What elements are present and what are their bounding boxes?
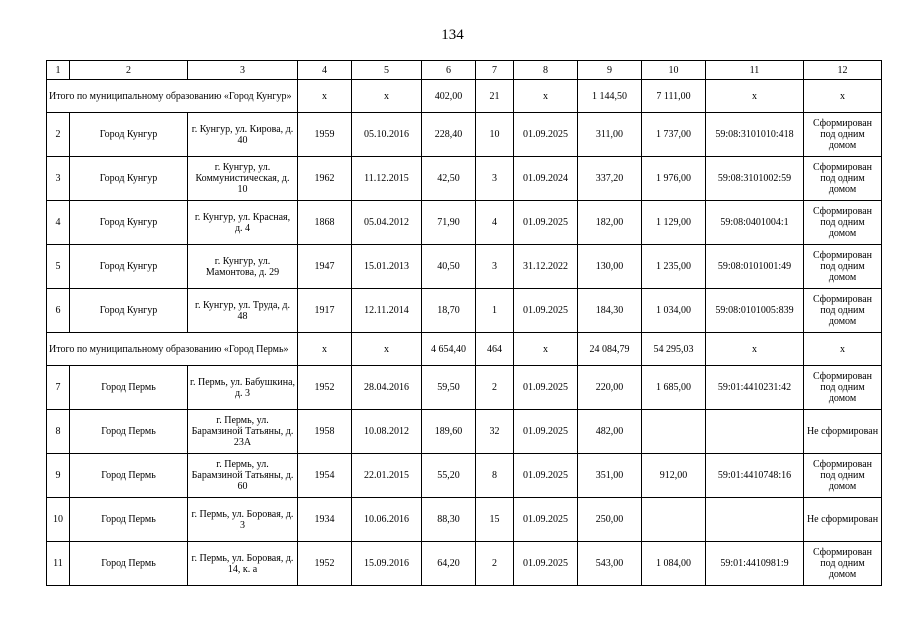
table-row	[47, 542, 882, 586]
table-cell: 912,00	[642, 454, 706, 498]
table-cell: 15	[476, 498, 514, 542]
table-cell: 10.08.2012	[352, 410, 422, 454]
table-cell: 28.04.2016	[352, 366, 422, 410]
table-cell: 1958	[298, 410, 352, 454]
table-cell: 55,20	[422, 454, 476, 498]
table-cell: 182,00	[578, 201, 642, 245]
table-cell: 64,20	[422, 542, 476, 586]
table-cell: 3	[476, 245, 514, 289]
table-cell: 01.09.2025	[514, 410, 578, 454]
table-cell: 130,00	[578, 245, 642, 289]
table-cell: 01.09.2025	[514, 289, 578, 333]
table-row	[47, 289, 882, 333]
table-row	[47, 113, 882, 157]
table-cell: 1	[476, 289, 514, 333]
table-cell: 59:08:3101010:418	[706, 113, 804, 157]
table-cell: 22.01.2015	[352, 454, 422, 498]
table-cell: 6	[47, 289, 70, 333]
table-cell: 59:01:4410748:16	[706, 454, 804, 498]
table-cell: 228,40	[422, 113, 476, 157]
table-cell: Город Кунгур	[70, 157, 188, 201]
column-header: 12	[804, 61, 882, 80]
table-cell: 2	[476, 542, 514, 586]
table-cell: 4	[47, 201, 70, 245]
housing-table	[46, 60, 882, 586]
table-cell: 1 737,00	[642, 113, 706, 157]
table-cell: 220,00	[578, 366, 642, 410]
table-cell: 1 144,50	[578, 80, 642, 113]
table-cell: 1917	[298, 289, 352, 333]
table-cell: x	[298, 333, 352, 366]
table-cell: Город Кунгур	[70, 289, 188, 333]
table-cell: 4 654,40	[422, 333, 476, 366]
table-cell: Не сформирован	[804, 498, 882, 542]
table-cell: 1 976,00	[642, 157, 706, 201]
table-cell: 01.09.2025	[514, 201, 578, 245]
subtotal-label: Итого по муниципальному образованию «Город Кунгур»	[47, 80, 298, 113]
column-header: 9	[578, 61, 642, 80]
table-cell: 01.09.2025	[514, 366, 578, 410]
table-cell: Город Пермь	[70, 454, 188, 498]
table-cell: 1 129,00	[642, 201, 706, 245]
table-cell: г. Пермь, ул. Боровая, д. 14, к. а	[188, 542, 298, 586]
table-cell: 88,30	[422, 498, 476, 542]
table-cell: 18,70	[422, 289, 476, 333]
table-row	[47, 498, 882, 542]
table-cell: Город Кунгур	[70, 113, 188, 157]
table-cell: Город Пермь	[70, 542, 188, 586]
table-body	[47, 61, 882, 586]
table-row	[47, 157, 882, 201]
table-cell: 12.11.2014	[352, 289, 422, 333]
table-cell: x	[804, 333, 882, 366]
table-cell: г. Пермь, ул. Боровая, д. 3	[188, 498, 298, 542]
table-cell: 71,90	[422, 201, 476, 245]
table-cell: 1 034,00	[642, 289, 706, 333]
table-cell: 01.09.2025	[514, 113, 578, 157]
table-cell: 59:01:4410231:42	[706, 366, 804, 410]
table-cell: Город Пермь	[70, 498, 188, 542]
table-cell: x	[352, 333, 422, 366]
table-cell: 1868	[298, 201, 352, 245]
table-cell: 31.12.2022	[514, 245, 578, 289]
table-cell	[706, 498, 804, 542]
table-cell: 1 084,00	[642, 542, 706, 586]
table-cell: г. Пермь, ул. Барамзиной Татьяны, д. 60	[188, 454, 298, 498]
table-cell: Сформирован под одним домом	[804, 245, 882, 289]
column-header: 11	[706, 61, 804, 80]
table-cell: 59:08:0101001:49	[706, 245, 804, 289]
table-cell: г. Кунгур, ул. Труда, д. 48	[188, 289, 298, 333]
table-cell: x	[298, 80, 352, 113]
table-cell: Не сформирован	[804, 410, 882, 454]
table-row	[47, 245, 882, 289]
table-cell: 402,00	[422, 80, 476, 113]
table-row	[47, 410, 882, 454]
table-cell: 311,00	[578, 113, 642, 157]
table-row	[47, 454, 882, 498]
table-cell: Сформирован под одним домом	[804, 201, 882, 245]
table-cell: 351,00	[578, 454, 642, 498]
table-cell: Город Пермь	[70, 366, 188, 410]
table-cell: 543,00	[578, 542, 642, 586]
table-cell: Сформирован под одним домом	[804, 542, 882, 586]
table-cell: 01.09.2024	[514, 157, 578, 201]
column-header: 7	[476, 61, 514, 80]
table-cell: Сформирован под одним домом	[804, 113, 882, 157]
table-cell	[642, 498, 706, 542]
table-cell: 464	[476, 333, 514, 366]
table-cell: x	[804, 80, 882, 113]
table-cell: 01.09.2025	[514, 498, 578, 542]
table-cell: 59,50	[422, 366, 476, 410]
table-cell: 1 685,00	[642, 366, 706, 410]
table-cell: 32	[476, 410, 514, 454]
subtotal-row	[47, 80, 882, 113]
table-cell: 337,20	[578, 157, 642, 201]
table-cell: 9	[47, 454, 70, 498]
table-cell: 1934	[298, 498, 352, 542]
table-cell: 11	[47, 542, 70, 586]
table-cell: 01.09.2025	[514, 454, 578, 498]
table-cell: 1962	[298, 157, 352, 201]
table-cell: x	[706, 333, 804, 366]
column-header: 10	[642, 61, 706, 80]
table-cell: 8	[47, 410, 70, 454]
table-cell: 10	[47, 498, 70, 542]
table-cell: г. Кунгур, ул. Коммунистическая, д. 10	[188, 157, 298, 201]
table-cell: 250,00	[578, 498, 642, 542]
column-header: 5	[352, 61, 422, 80]
table-cell: 2	[47, 113, 70, 157]
table-cell: 7 111,00	[642, 80, 706, 113]
table-cell: 3	[476, 157, 514, 201]
table-cell: 10.06.2016	[352, 498, 422, 542]
table-cell: Город Кунгур	[70, 201, 188, 245]
table-cell: 15.09.2016	[352, 542, 422, 586]
table-cell: 59:08:0401004:1	[706, 201, 804, 245]
table-cell: 05.10.2016	[352, 113, 422, 157]
table-cell: 4	[476, 201, 514, 245]
table-cell: Город Кунгур	[70, 245, 188, 289]
table-cell: 1959	[298, 113, 352, 157]
table-cell: Город Пермь	[70, 410, 188, 454]
column-header: 2	[70, 61, 188, 80]
table-cell: 59:08:0101005:839	[706, 289, 804, 333]
table-cell: 184,30	[578, 289, 642, 333]
table-cell: 1947	[298, 245, 352, 289]
column-header: 4	[298, 61, 352, 80]
table-cell	[706, 410, 804, 454]
table-cell: x	[706, 80, 804, 113]
table-cell: г. Пермь, ул. Бабушкина, д. 3	[188, 366, 298, 410]
column-header: 3	[188, 61, 298, 80]
table-cell: 21	[476, 80, 514, 113]
subtotal-row	[47, 333, 882, 366]
table-cell: x	[514, 333, 578, 366]
table-cell: Сформирован под одним домом	[804, 289, 882, 333]
table-cell: 3	[47, 157, 70, 201]
table-cell: 42,50	[422, 157, 476, 201]
page-number: 134	[441, 27, 464, 43]
table-cell: 40,50	[422, 245, 476, 289]
column-header: 1	[47, 61, 70, 80]
table-cell: Сформирован под одним домом	[804, 157, 882, 201]
table-cell: x	[514, 80, 578, 113]
table-cell: 1 235,00	[642, 245, 706, 289]
table-cell: 1952	[298, 366, 352, 410]
subtotal-label: Итого по муниципальному образованию «Город Пермь»	[47, 333, 298, 366]
table-cell: 2	[476, 366, 514, 410]
table-cell: 01.09.2025	[514, 542, 578, 586]
table-cell: 24 084,79	[578, 333, 642, 366]
table-cell: 1952	[298, 542, 352, 586]
table-cell: 1954	[298, 454, 352, 498]
table-cell: Сформирован под одним домом	[804, 454, 882, 498]
table-cell: г. Кунгур, ул. Красная, д. 4	[188, 201, 298, 245]
column-header: 8	[514, 61, 578, 80]
column-header: 6	[422, 61, 476, 80]
table-cell: Сформирован под одним домом	[804, 366, 882, 410]
table-cell: 10	[476, 113, 514, 157]
table-cell: 7	[47, 366, 70, 410]
table-cell: 8	[476, 454, 514, 498]
table-cell: x	[352, 80, 422, 113]
table-cell	[642, 410, 706, 454]
table-cell: г. Кунгур, ул. Мамонтова, д. 29	[188, 245, 298, 289]
table-cell: 189,60	[422, 410, 476, 454]
table-cell: 11.12.2015	[352, 157, 422, 201]
table-cell: 482,00	[578, 410, 642, 454]
table-row	[47, 201, 882, 245]
table-cell: г. Пермь, ул. Барамзиной Татьяны, д. 23А	[188, 410, 298, 454]
table-row	[47, 366, 882, 410]
table-cell: 5	[47, 245, 70, 289]
table-cell: 59:08:3101002:59	[706, 157, 804, 201]
table-cell: 15.01.2013	[352, 245, 422, 289]
table-cell: 59:01:4410981:9	[706, 542, 804, 586]
table-cell: 54 295,03	[642, 333, 706, 366]
table-cell: 05.04.2012	[352, 201, 422, 245]
table-cell: г. Кунгур, ул. Кирова, д. 40	[188, 113, 298, 157]
header-row	[47, 61, 882, 80]
